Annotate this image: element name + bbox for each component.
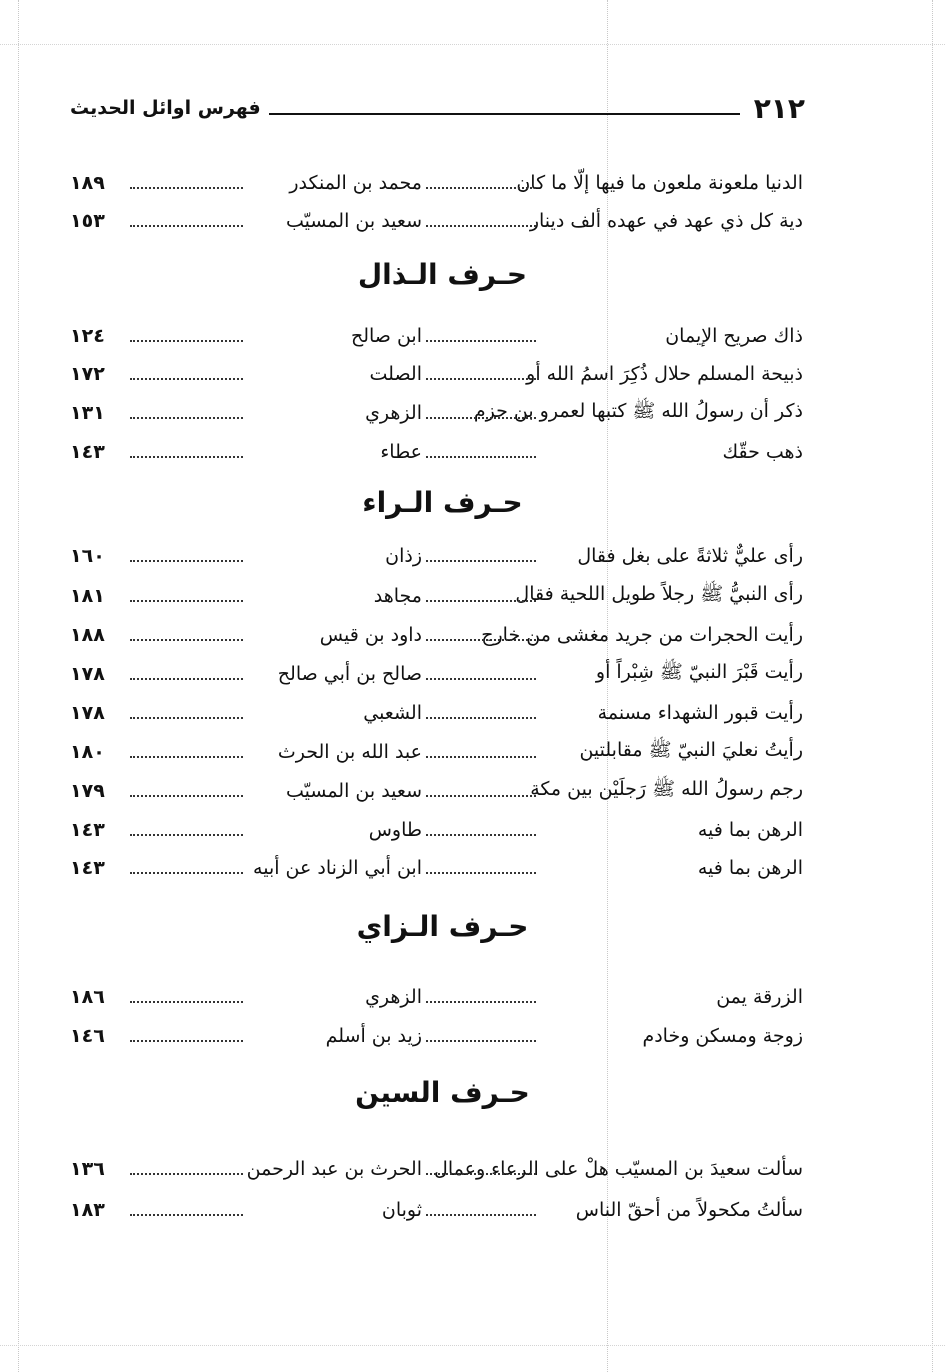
- hadith-text: رأيت قَبْرَ النبيّ ﷺ شِبْراً أو: [595, 661, 803, 683]
- leader-dots: [426, 225, 536, 227]
- narrator-name: الصلت: [369, 363, 422, 385]
- narrator-name: ابن صالح: [350, 325, 422, 347]
- leader-dots: [130, 225, 243, 227]
- index-row: [70, 734, 815, 770]
- index-row: [70, 695, 815, 731]
- page-reference: ١٤٣: [70, 857, 105, 879]
- leader-dots: [130, 639, 243, 641]
- leader-dots: [426, 456, 536, 458]
- hadith-text: سألت سعيدَ بن المسيّب هلْ على الرعاء وعمال: [434, 1158, 803, 1180]
- page-reference: ١٣١: [70, 402, 105, 424]
- index-row: [70, 1018, 815, 1054]
- narrator-name: زيد بن أسلم: [325, 1025, 422, 1047]
- index-row: [70, 979, 815, 1015]
- leader-dots: [130, 756, 243, 758]
- hadith-text: رأيت الحجرات من جريد مغشى من خارج: [481, 624, 803, 646]
- page-reference: ١٧٨: [70, 702, 105, 724]
- page-reference: ١٢٤: [70, 325, 105, 347]
- index-row: [70, 578, 815, 614]
- hadith-text: ذكر أن رسولُ الله ﷺ كتبها لعمرو بن حزم: [473, 400, 803, 422]
- leader-dots: [130, 600, 243, 602]
- section-title-dhal: حـرف الـذال: [357, 258, 528, 291]
- leader-dots: [426, 795, 536, 797]
- leader-dots: [426, 1214, 536, 1216]
- leader-dots: [130, 872, 243, 874]
- section-title-sin: حـرف السين: [355, 1076, 530, 1109]
- leader-dots: [426, 600, 536, 602]
- narrator-name: الحرث بن عبد الرحمن: [246, 1158, 422, 1180]
- narrator-name: عطاء: [380, 441, 422, 463]
- narrator-name: صالح بن أبي صالح: [277, 663, 422, 685]
- index-row: [70, 538, 815, 574]
- guide-line: [932, 0, 933, 1372]
- narrator-name: عبد الله بن الحرث: [277, 741, 422, 763]
- narrator-name: ابن أبي الزناد عن أبيه: [253, 857, 422, 879]
- hadith-text: الدنيا ملعونة ملعون ما فيها إلّا ما كان: [516, 172, 803, 194]
- narrator-name: مجاهد: [373, 585, 422, 607]
- page-reference: ١٨٣: [70, 1199, 105, 1221]
- hadith-text: رأى النبيُّ ﷺ رجلاً طويل اللحية فقال: [515, 583, 803, 605]
- hadith-text: رأى عليٌّ ثلاثةً على بغل فقال: [577, 545, 803, 567]
- index-row: [70, 773, 815, 809]
- leader-dots: [426, 756, 536, 758]
- hadith-text: رأيتُ نعليَ النبيّ ﷺ مقابلتين: [579, 739, 803, 761]
- hadith-text: الرهن بما فيه: [697, 857, 803, 879]
- narrator-name: محمد بن المنكدر: [289, 172, 422, 194]
- narrator-name: زذان: [385, 545, 422, 567]
- leader-dots: [130, 717, 243, 719]
- hadith-text: زوجة ومسكن وخادم: [642, 1025, 803, 1047]
- page-reference: ١٨٠: [70, 741, 105, 763]
- index-row: [70, 1151, 815, 1187]
- index-row: [70, 812, 815, 848]
- hadith-text: ذهب حقّك: [722, 441, 803, 463]
- leader-dots: [426, 378, 536, 380]
- leader-dots: [130, 417, 243, 419]
- hadith-text: ذبيحة المسلم حلال ذُكِرَ اسمُ الله أو: [526, 363, 803, 385]
- hadith-text: دية كل ذي عهد في عهده ألف دينار: [529, 210, 803, 232]
- leader-dots: [426, 678, 536, 680]
- leader-dots: [130, 1001, 243, 1003]
- hadith-text: ذاك صريح الإيمان: [665, 325, 803, 347]
- page-reference: ١٨٨: [70, 624, 105, 646]
- leader-dots: [426, 872, 536, 874]
- leader-dots: [130, 1173, 243, 1175]
- narrator-name: ثوبان: [381, 1199, 422, 1221]
- page-reference: ١٤٣: [70, 819, 105, 841]
- page-reference: ١٧٢: [70, 363, 105, 385]
- leader-dots: [130, 1040, 243, 1042]
- page-reference: ١٥٣: [70, 210, 105, 232]
- leader-dots: [426, 717, 536, 719]
- narrator-name: الشعبي: [363, 702, 422, 724]
- index-row: [70, 434, 815, 470]
- hadith-text: الزرقة يمن: [716, 986, 803, 1008]
- leader-dots: [130, 678, 243, 680]
- narrator-name: سعيد بن المسيّب: [285, 210, 422, 232]
- hadith-text: رجم رسولُ الله ﷺ رَجلَيْن بين مكة: [530, 778, 803, 800]
- page-reference: ١٧٨: [70, 663, 105, 685]
- narrator-name: سعيد بن المسيّب: [285, 780, 422, 802]
- page-header: [70, 88, 805, 128]
- leader-dots: [426, 560, 536, 562]
- guide-line: [18, 0, 19, 1372]
- section-title-ra: حـرف الـراء: [362, 486, 523, 519]
- index-row: [70, 395, 815, 431]
- leader-dots: [426, 187, 536, 189]
- section-title-zay: حـرف الـزاي: [356, 910, 529, 943]
- header-title: فهرس اوائل الحديث: [70, 97, 261, 119]
- page-reference: ١٣٦: [70, 1158, 105, 1180]
- index-row: [70, 356, 815, 392]
- guide-line: [0, 44, 945, 45]
- index-row: [70, 656, 815, 692]
- page-reference: ١٤٦: [70, 1025, 105, 1047]
- leader-dots: [130, 834, 243, 836]
- leader-dots: [426, 639, 536, 641]
- index-row: [70, 850, 815, 886]
- page-reference: ١٧٩: [70, 780, 105, 802]
- page-reference: ١٦٠: [70, 545, 105, 567]
- guide-line: [0, 1345, 945, 1346]
- leader-dots: [426, 417, 536, 419]
- hadith-text: رأيت قبور الشهداء مسنمة: [597, 702, 803, 724]
- index-row: [70, 1192, 815, 1228]
- leader-dots: [130, 560, 243, 562]
- page-number: ٢١٢: [753, 91, 805, 125]
- leader-dots: [426, 1040, 536, 1042]
- index-row: [70, 617, 815, 653]
- page-reference: ١٤٣: [70, 441, 105, 463]
- page-reference: ١٨٦: [70, 986, 105, 1008]
- leader-dots: [130, 795, 243, 797]
- narrator-name: الزهري: [365, 986, 422, 1008]
- leader-dots: [426, 1173, 536, 1175]
- narrator-name: الزهري: [365, 402, 422, 424]
- page-reference: ١٨١: [70, 585, 105, 607]
- header-rule: [269, 113, 740, 115]
- leader-dots: [130, 378, 243, 380]
- leader-dots: [130, 456, 243, 458]
- index-row: [70, 318, 815, 354]
- index-row: [70, 165, 815, 201]
- leader-dots: [130, 187, 243, 189]
- leader-dots: [426, 834, 536, 836]
- leader-dots: [130, 1214, 243, 1216]
- narrator-name: طاوس: [368, 819, 422, 841]
- hadith-text: الرهن بما فيه: [697, 819, 803, 841]
- leader-dots: [426, 1001, 536, 1003]
- hadith-text: سألتُ مكحولاً من أحقّ الناس: [575, 1199, 803, 1221]
- leader-dots: [130, 340, 243, 342]
- index-row: [70, 203, 815, 239]
- narrator-name: داود بن قيس: [319, 624, 422, 646]
- page-reference: ١٨٩: [70, 172, 105, 194]
- leader-dots: [426, 340, 536, 342]
